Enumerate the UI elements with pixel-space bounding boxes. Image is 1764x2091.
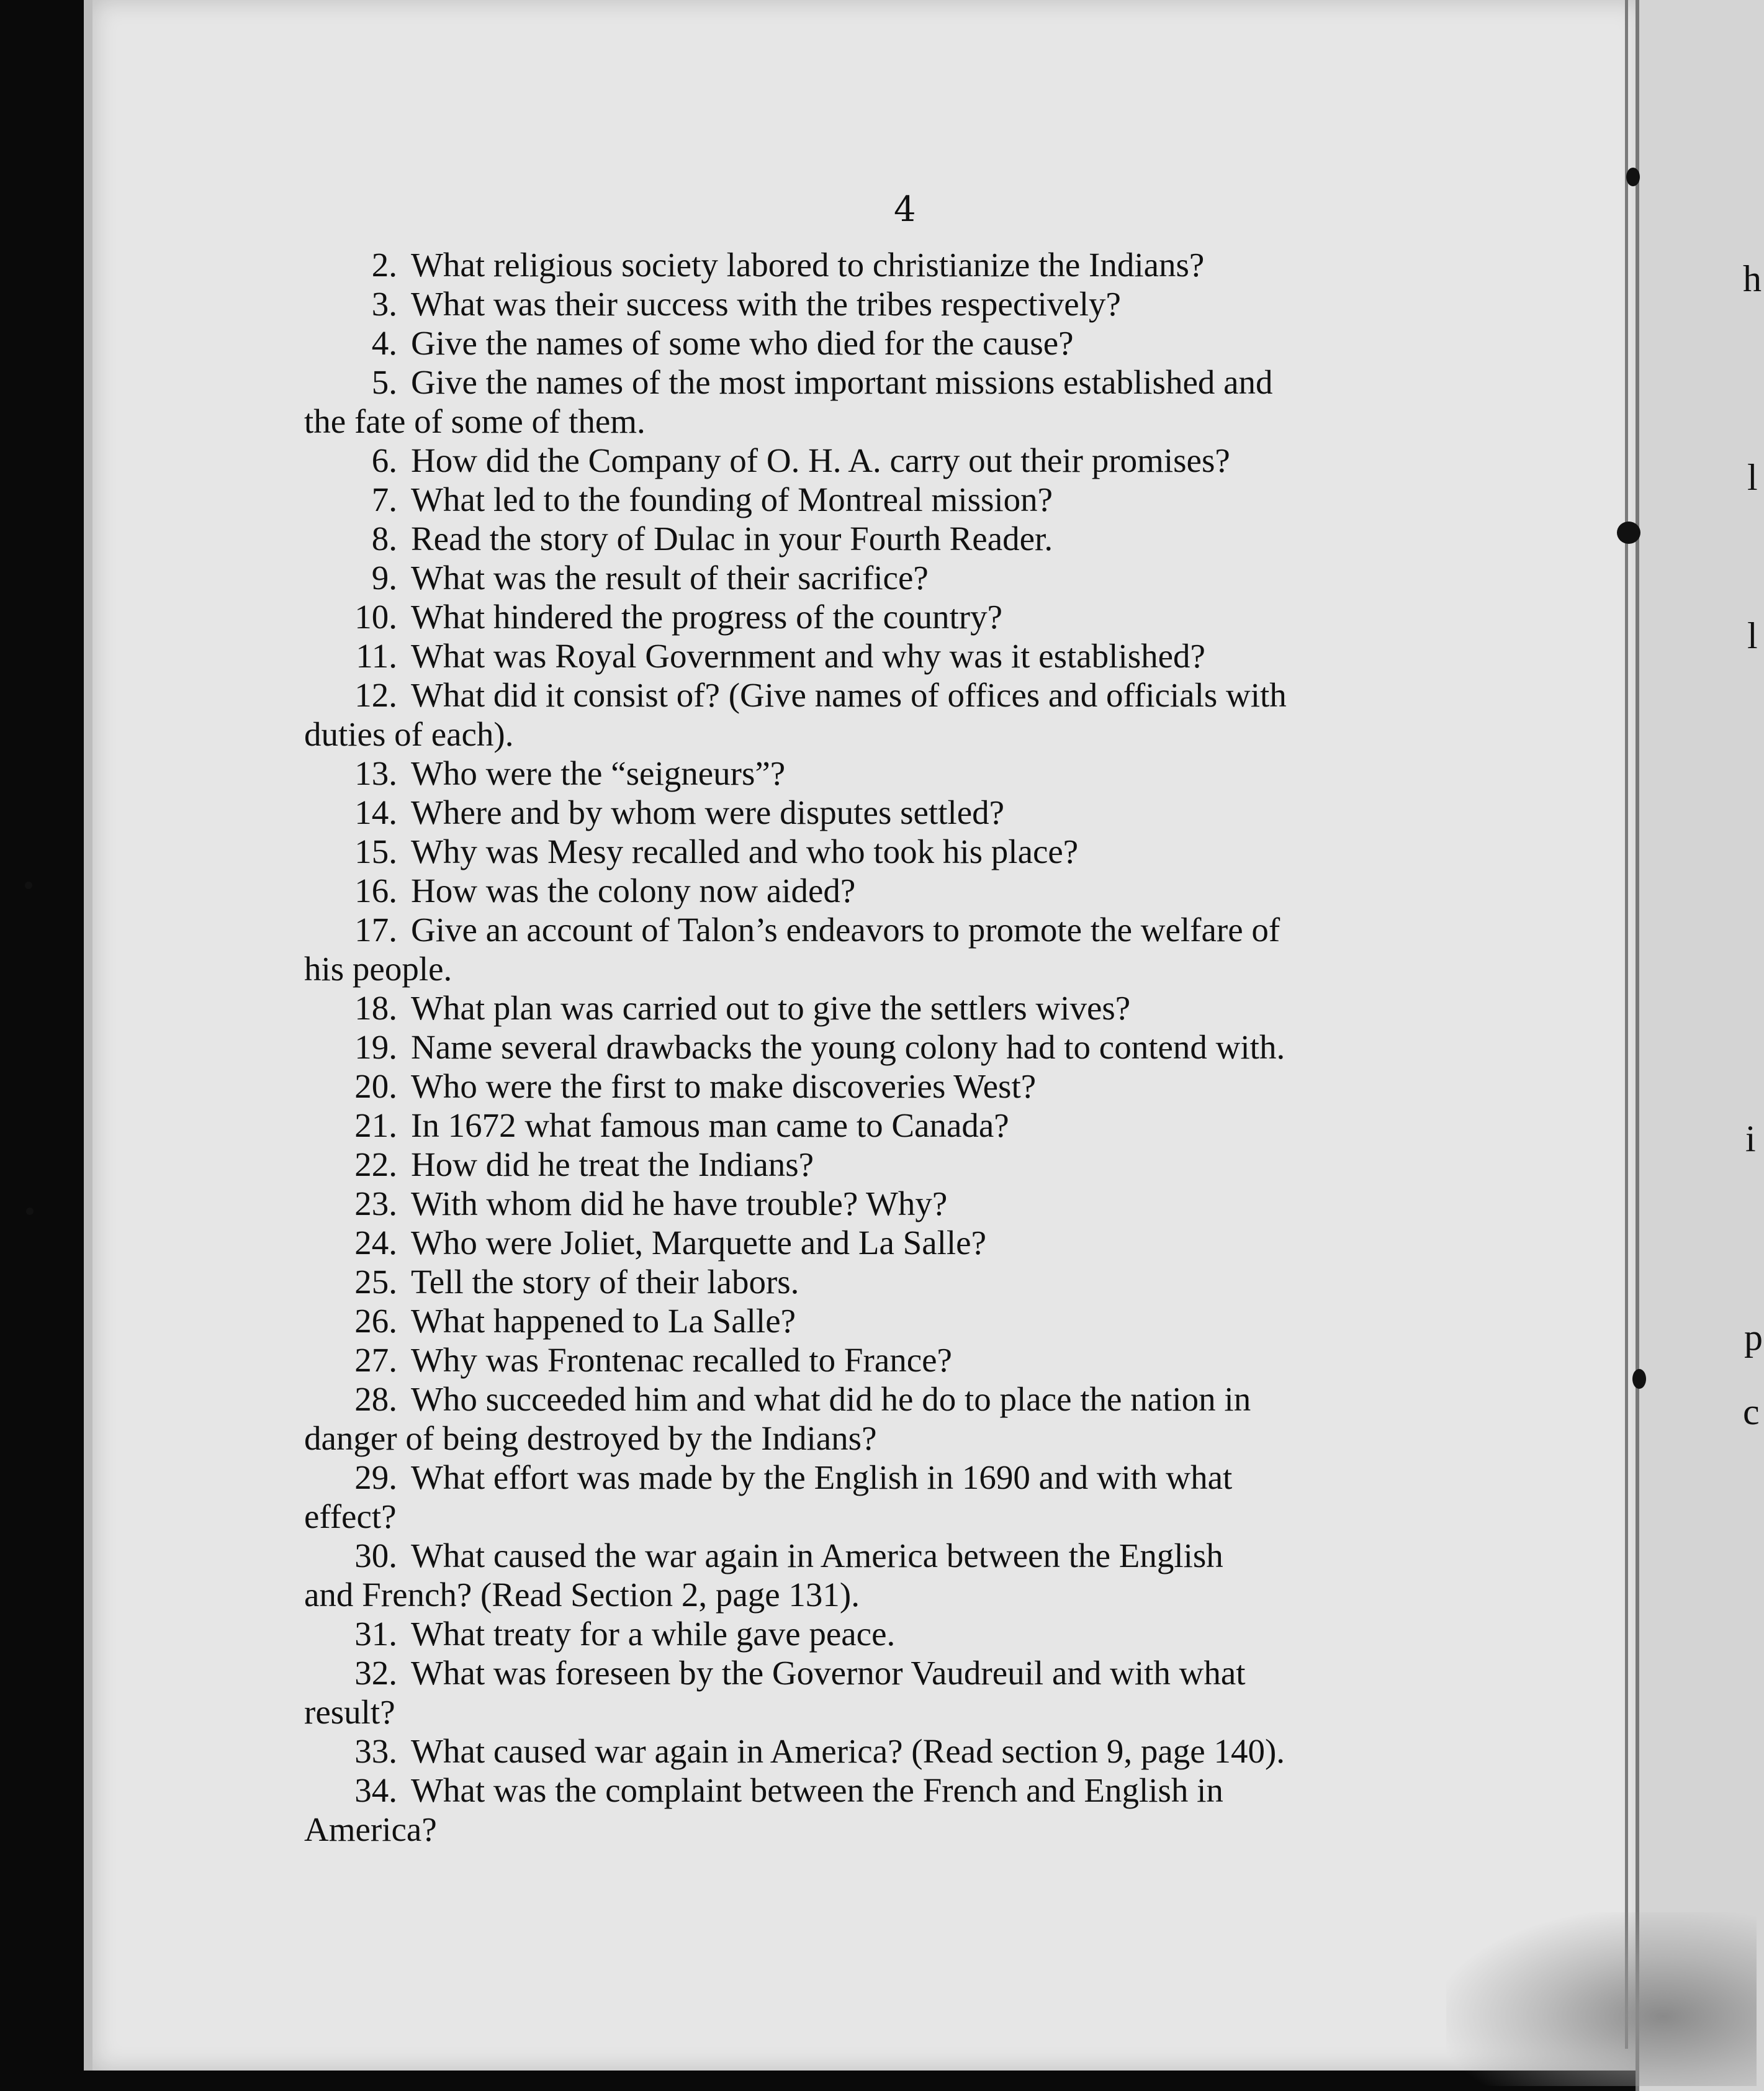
question-text: With whom did he have trouble? Why? bbox=[411, 1185, 948, 1222]
question-continuation: duties of each). bbox=[304, 715, 514, 753]
adjacent-page-fragment: p bbox=[1744, 1317, 1763, 1358]
question-item bbox=[304, 284, 1521, 323]
question-number: 2. bbox=[371, 246, 397, 284]
question-item bbox=[304, 754, 1521, 793]
question-item bbox=[304, 636, 1521, 675]
question-text: Who were the first to make discoveries West? bbox=[411, 1067, 1037, 1105]
ink-speck bbox=[26, 1208, 34, 1215]
question-item bbox=[304, 558, 1521, 597]
question-number: 10. bbox=[354, 598, 397, 636]
adjacent-page-strip bbox=[1636, 0, 1764, 2091]
question-continuation: result? bbox=[304, 1693, 395, 1731]
question-text: Name several drawbacks the young colony had to contend with. bbox=[411, 1028, 1285, 1066]
question-number: 3. bbox=[371, 285, 397, 323]
question-number: 29. bbox=[354, 1458, 397, 1496]
question-text: What led to the founding of Montreal mission? bbox=[411, 481, 1053, 518]
question-text: In 1672 what famous man came to Canada? bbox=[411, 1106, 1009, 1144]
question-item bbox=[304, 597, 1521, 636]
question-item bbox=[304, 1262, 1521, 1301]
question-text: What plan was carried out to give the settlers wives? bbox=[411, 989, 1131, 1027]
question-item bbox=[304, 519, 1521, 558]
question-text: How did he treat the Indians? bbox=[411, 1145, 814, 1183]
question-continuation: his people. bbox=[304, 950, 452, 988]
question-item bbox=[304, 1380, 1521, 1419]
question-text: What happened to La Salle? bbox=[411, 1302, 796, 1340]
question-text: What did it consist of? (Give names of offices and officials with bbox=[411, 676, 1287, 714]
question-item bbox=[304, 1536, 1521, 1575]
question-text: What caused war again in America? (Read section 9, page 140). bbox=[411, 1732, 1285, 1770]
question-text: What was the result of their sacrifice? bbox=[411, 559, 929, 597]
question-item bbox=[304, 1771, 1521, 1810]
question-item bbox=[304, 1184, 1521, 1223]
question-number: 33. bbox=[354, 1732, 397, 1770]
question-item bbox=[304, 1653, 1521, 1692]
question-text: Why was Mesy recalled and who took his place? bbox=[411, 833, 1079, 870]
question-item bbox=[304, 323, 1521, 363]
question-number: 17. bbox=[354, 911, 397, 949]
question-text: Where and by whom were disputes settled? bbox=[411, 793, 1005, 831]
question-text: Give an account of Talon’s endeavors to promote the welfare of bbox=[411, 911, 1280, 949]
question-continuation: effect? bbox=[304, 1497, 397, 1535]
question-number: 32. bbox=[354, 1654, 397, 1692]
question-continuation: danger of being destroyed by the Indians? bbox=[304, 1419, 877, 1457]
question-item bbox=[304, 441, 1521, 480]
question-item bbox=[304, 363, 1521, 402]
question-item bbox=[304, 1145, 1521, 1184]
question-number: 30. bbox=[354, 1537, 397, 1574]
question-text: How did the Company of O. H. A. carry out their promises? bbox=[411, 441, 1230, 479]
question-item bbox=[304, 1106, 1521, 1145]
question-item bbox=[304, 1732, 1521, 1771]
adjacent-page-fragment: l bbox=[1747, 457, 1758, 498]
question-text: Who were the “seigneurs”? bbox=[411, 754, 786, 792]
question-text: Tell the story of their labors. bbox=[411, 1263, 799, 1301]
question-number: 21. bbox=[354, 1106, 397, 1144]
question-number: 31. bbox=[354, 1615, 397, 1653]
adjacent-page-fragment: h bbox=[1743, 258, 1762, 299]
question-number: 19. bbox=[354, 1028, 397, 1066]
question-text: Give the names of the most important missions established and bbox=[411, 363, 1273, 401]
question-text: Give the names of some who died for the cause? bbox=[411, 324, 1074, 362]
ink-speck bbox=[1626, 168, 1640, 186]
page-number: 4 bbox=[894, 189, 916, 230]
question-number: 8. bbox=[371, 520, 397, 558]
question-text: Who were Joliet, Marquette and La Salle? bbox=[411, 1224, 986, 1262]
question-item bbox=[304, 1067, 1521, 1106]
question-number: 28. bbox=[354, 1380, 397, 1418]
question-number: 34. bbox=[354, 1771, 397, 1809]
question-continuation: America? bbox=[304, 1810, 437, 1848]
question-text: What religious society labored to christianize the Indians? bbox=[411, 246, 1205, 284]
adjacent-page-fragment: l bbox=[1747, 615, 1758, 656]
question-item bbox=[304, 1458, 1521, 1497]
question-number: 14. bbox=[354, 793, 397, 831]
question-item bbox=[304, 793, 1521, 832]
question-number: 6. bbox=[371, 441, 397, 479]
question-number: 24. bbox=[354, 1224, 397, 1262]
question-number: 25. bbox=[354, 1263, 397, 1301]
ink-speck bbox=[25, 882, 32, 889]
question-item bbox=[304, 480, 1521, 519]
question-text: What was the complaint between the French and English in bbox=[411, 1771, 1223, 1809]
question-number: 4. bbox=[371, 324, 397, 362]
question-number: 5. bbox=[371, 363, 397, 401]
question-number: 27. bbox=[354, 1341, 397, 1379]
question-item bbox=[304, 988, 1521, 1027]
question-item bbox=[304, 832, 1521, 871]
question-continuation: and French? (Read Section 2, page 131). bbox=[304, 1576, 860, 1614]
question-number: 12. bbox=[354, 676, 397, 714]
question-number: 11. bbox=[356, 637, 397, 675]
question-item bbox=[304, 1027, 1521, 1067]
question-text: Why was Frontenac recalled to France? bbox=[411, 1341, 952, 1379]
question-item bbox=[304, 245, 1521, 284]
question-number: 9. bbox=[371, 559, 397, 597]
page-gutter bbox=[1625, 0, 1628, 2049]
question-item bbox=[304, 871, 1521, 910]
question-list bbox=[304, 245, 1521, 1849]
question-item bbox=[304, 910, 1521, 949]
question-continuation: the fate of some of them. bbox=[304, 402, 646, 440]
question-number: 16. bbox=[354, 872, 397, 910]
question-number: 15. bbox=[354, 833, 397, 870]
question-number: 18. bbox=[354, 989, 397, 1027]
question-text: What treaty for a while gave peace. bbox=[411, 1615, 896, 1653]
question-number: 23. bbox=[354, 1185, 397, 1222]
adjacent-page-fragment: c bbox=[1743, 1391, 1760, 1432]
question-text: What was foreseen by the Governor Vaudreuil and with what bbox=[411, 1654, 1246, 1692]
question-number: 22. bbox=[354, 1145, 397, 1183]
question-text: Who succeeded him and what did he do to place the nation in bbox=[411, 1380, 1251, 1418]
question-item bbox=[304, 675, 1521, 715]
question-number: 7. bbox=[371, 481, 397, 518]
ink-speck bbox=[1617, 522, 1640, 544]
question-text: What caused the war again in America between the English bbox=[411, 1537, 1223, 1574]
question-text: What hindered the progress of the country? bbox=[411, 598, 1002, 636]
question-text: How was the colony now aided? bbox=[411, 872, 856, 910]
adjacent-page-fragment: i bbox=[1745, 1118, 1756, 1159]
question-item bbox=[304, 1614, 1521, 1653]
question-item bbox=[304, 1223, 1521, 1262]
question-number: 20. bbox=[354, 1067, 397, 1105]
question-item bbox=[304, 1340, 1521, 1380]
question-text: What was their success with the tribes respectively? bbox=[411, 285, 1121, 323]
question-item bbox=[304, 1301, 1521, 1340]
ink-speck bbox=[1632, 1369, 1646, 1389]
question-text: Read the story of Dulac in your Fourth Reader. bbox=[411, 520, 1053, 558]
question-text: What effort was made by the English in 1690 and with what bbox=[411, 1458, 1233, 1496]
paper-stain bbox=[1446, 1912, 1757, 2086]
question-number: 26. bbox=[354, 1302, 397, 1340]
question-number: 13. bbox=[354, 754, 397, 792]
question-text: What was Royal Government and why was it established? bbox=[411, 637, 1205, 675]
